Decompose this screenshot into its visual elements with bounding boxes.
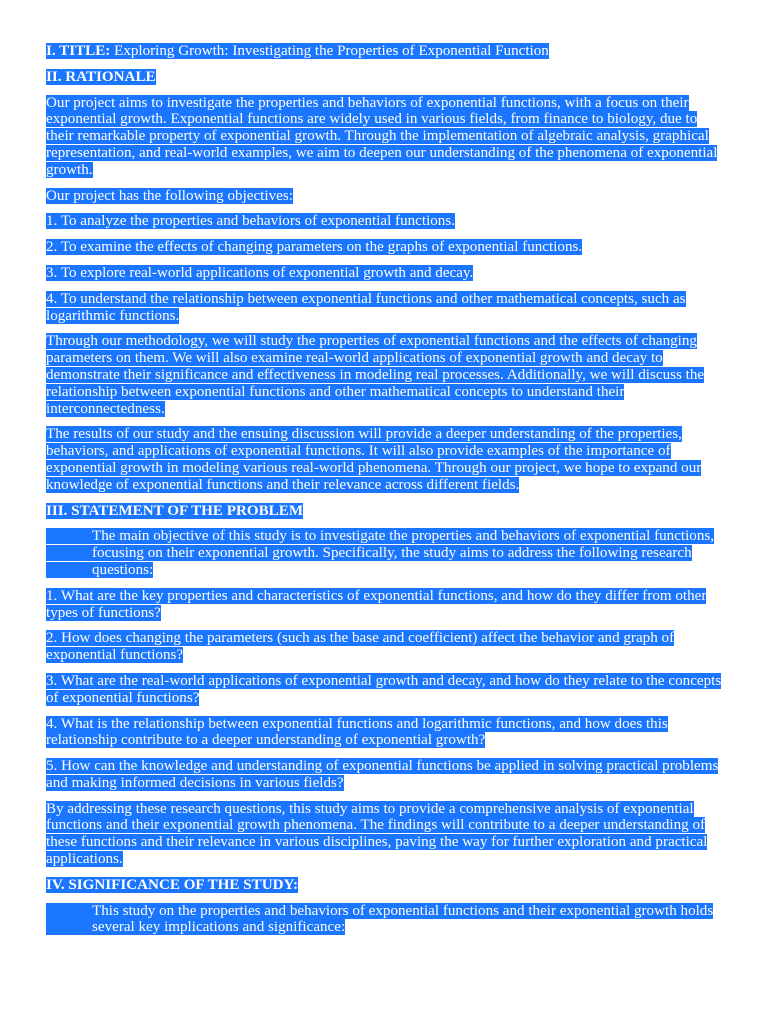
objective-item	[46, 265, 722, 282]
significance-heading	[46, 877, 722, 894]
objective-item	[46, 291, 722, 325]
objective-item	[46, 239, 722, 256]
research-question	[46, 673, 722, 707]
objectives-lead-text: Our project has the following objectives:	[46, 187, 293, 204]
research-question-text: 3. What are the real-world applications of exponential growth and decay, and how do they relate to the concepts of exponential functions?	[46, 672, 722, 706]
rationale-intro-text: Our project aims to investigate the properties and behaviors of exponential functions, with a focus on their exponential growth. Exponential functions are widely used in various fields, from finance to biology, due to their remarkable property of exponential growth. Through the implementation of algebraic analysis, graphical representation, and real-world examples, we aim to deepen our understanding of the phenomena of exponential growth.	[46, 94, 718, 178]
results-text: The results of our study and the ensuing discussion will provide a deeper understanding of the properties, behaviors, and applications of exponential functions. It will also provide examples of the importance of exponential growth in modeling various real-world phenomena. Through our project, we hope to expand our knowledge of exponential functions and their relevance across different fields.	[46, 426, 702, 493]
title-line	[46, 43, 722, 60]
title-label: I. TITLE:	[46, 43, 111, 59]
objectives-lead	[46, 188, 722, 205]
rationale-heading	[46, 69, 722, 86]
problem-heading-text: III. STATEMENT OF THE PROBLEM	[46, 502, 304, 519]
research-question	[46, 758, 722, 792]
methodology-paragraph	[46, 333, 722, 417]
objective-text: 3. To explore real-world applications of exponential growth and decay.	[46, 264, 474, 281]
research-question	[46, 630, 722, 664]
rationale-heading-text: II. RATIONALE	[46, 68, 156, 85]
objective-text: 2. To examine the effects of changing parameters on the graphs of exponential functions.	[46, 239, 583, 256]
research-question-text: 1. What are the key properties and characteristics of exponential functions, and how do they differ from other types of functions?	[46, 587, 707, 621]
significance-intro-text: This study on the properties and behaviors of exponential functions and their exponential growth holds several key implications and significance:	[46, 903, 713, 936]
research-question-text: 4. What is the relationship between exponential functions and logarithmic functions, and how does this relationship contribute to a deeper understanding of exponential growth?	[46, 715, 668, 749]
objective-text: 4. To understand the relationship between exponential functions and other mathematical concepts, such as logarithmic functions.	[46, 290, 686, 324]
problem-closing	[46, 801, 722, 868]
significance-intro	[46, 903, 722, 937]
results-paragraph	[46, 426, 722, 493]
document-body	[46, 43, 722, 945]
title-text: Exploring Growth: Investigating the Properties of Exponential Function	[110, 43, 549, 59]
methodology-text: Through our methodology, we will study the properties of exponential functions and the effects of changing parameters on them. We will also examine real-world applications of exponential growth and decay to demonstrate their significance and effectiveness in modeling real processes. Additionally, we will discuss the relationship between exponential functions and other mathematical concepts to understand their interconnectedness.	[46, 333, 705, 417]
research-question-text: 2. How does changing the parameters (such as the base and coefficient) affect the behavior and graph of exponential functions?	[46, 630, 675, 664]
objective-item	[46, 213, 722, 230]
problem-heading	[46, 503, 722, 520]
rationale-intro	[46, 95, 722, 179]
objective-text: 1. To analyze the properties and behaviors of exponential functions.	[46, 213, 456, 230]
problem-intro-text: The main objective of this study is to investigate the properties and behaviors of exponential functions, focusing on their exponential growth. Specifically, the study aims to address the following research questions:	[46, 528, 714, 578]
research-question-text: 5. How can the knowledge and understanding of exponential functions be applied in solving practical problems and making informed decisions in various fields?	[46, 758, 719, 791]
significance-heading-text: IV. SIGNIFICANCE OF THE STUDY:	[46, 876, 299, 893]
problem-intro	[46, 528, 722, 578]
problem-closing-text: By addressing these research questions, this study aims to provide a comprehensive analysis of exponential functions and their exponential growth phenomena. The findings will contribute to a deeper understanding of these functions and their relevance in various disciplines, paving the way for further exploration and practical applications.	[46, 800, 708, 868]
research-question	[46, 588, 722, 622]
research-question	[46, 716, 722, 750]
